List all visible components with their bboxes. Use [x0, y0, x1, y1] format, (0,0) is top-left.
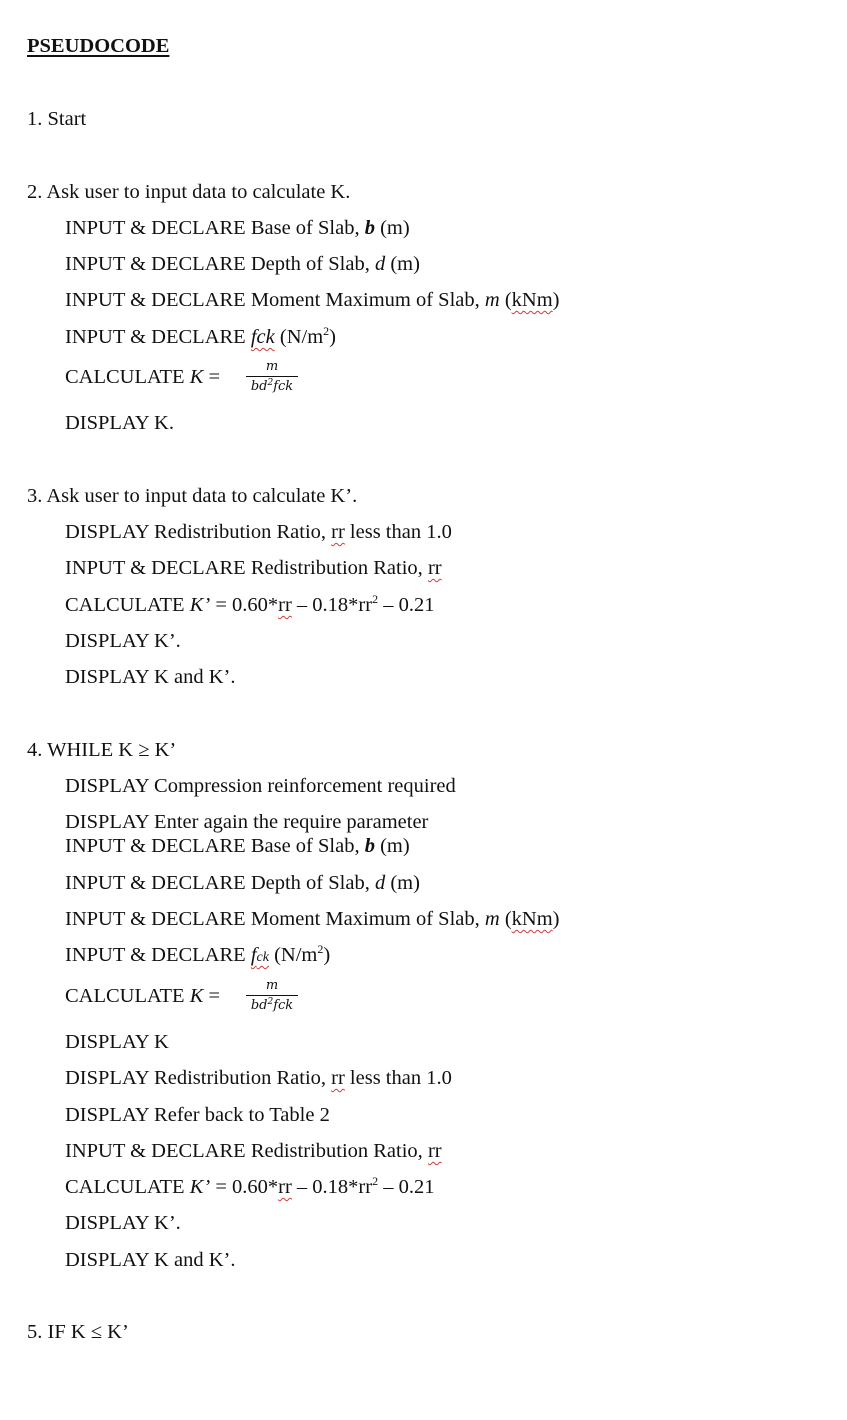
text: CALCULATE: [65, 594, 190, 616]
step-4-display-kprime: DISPLAY K’.: [65, 1212, 181, 1234]
variable-k: K: [189, 985, 204, 1007]
text: – 0.18*rr: [291, 1176, 373, 1198]
step-3-display-kprime: DISPLAY K’.: [65, 630, 181, 652]
variable-b: b: [364, 217, 375, 239]
step-2-input-fck: [65, 325, 336, 349]
unit: (m): [385, 872, 420, 894]
numerator: m: [265, 978, 279, 993]
text: INPUT & DECLARE Redistribution Ratio,: [65, 557, 428, 579]
text: DISPLAY Redistribution Ratio,: [65, 1067, 332, 1089]
paren: ): [552, 289, 560, 311]
step-4-display-both: DISPLAY K and K’.: [65, 1249, 236, 1271]
paren: (: [499, 908, 512, 930]
fraction-bar: [246, 376, 298, 377]
step-3-display-both: DISPLAY K and K’.: [65, 666, 236, 688]
variable-m: m: [484, 908, 500, 930]
text: CALCULATE: [65, 985, 190, 1007]
step-4-display-compression: DISPLAY Compression reinforcement required: [65, 775, 456, 797]
fck-ck: ck: [256, 950, 269, 965]
variable-m: m: [484, 289, 500, 311]
step-4-calculate-k: [65, 984, 220, 1008]
variable-rr: rr: [331, 1067, 345, 1089]
den-sup: 2: [267, 997, 274, 1007]
paren: ): [552, 908, 560, 930]
variable-rr: rr: [278, 1176, 292, 1198]
variable-rr: rr: [427, 557, 442, 579]
step-4-display-k: DISPLAY K: [65, 1031, 169, 1053]
page-title: PSEUDOCODE: [27, 35, 170, 57]
step-2-display-k: DISPLAY K.: [65, 412, 174, 434]
variable-rr: rr: [331, 521, 345, 543]
k-formula-fraction: [246, 359, 298, 395]
text: – 0.21: [378, 594, 435, 616]
denominator: [246, 379, 298, 395]
text: – 0.18*rr: [291, 594, 373, 616]
variable-rr: rr: [427, 1140, 442, 1162]
fraction-bar: [246, 995, 298, 996]
k-formula-fraction: [246, 978, 298, 1014]
variable-d: d: [374, 253, 386, 275]
equals: =: [203, 985, 221, 1007]
step-2-input-base: [65, 216, 410, 240]
step-5-heading: 5. IF K ≤ K’: [27, 1321, 129, 1343]
step-1-start: 1. Start: [27, 108, 87, 130]
numerator: m: [265, 359, 279, 374]
den-sup: 2: [267, 378, 274, 388]
text: – 0.21: [378, 1176, 435, 1198]
step-3-display-ratio: [65, 520, 452, 544]
text: INPUT & DECLARE Base of Slab,: [65, 835, 365, 857]
variable-d: d: [374, 872, 386, 894]
den-fck: fck: [273, 998, 294, 1013]
variable-fck: [251, 944, 269, 966]
step-4-input-depth: [65, 871, 420, 895]
text: CALCULATE: [65, 366, 190, 388]
text: less than 1.0: [344, 1067, 452, 1089]
paren: (: [499, 289, 512, 311]
unit: (m): [374, 835, 410, 857]
text: = 0.60*: [210, 594, 279, 616]
text: INPUT & DECLARE Moment Maximum of Slab,: [65, 908, 485, 930]
variable-k: K: [189, 366, 204, 388]
unit: (m): [374, 217, 410, 239]
step-2-input-moment: [65, 288, 559, 312]
unit: (N/m: [268, 944, 318, 966]
step-2-calculate-k: [65, 365, 220, 389]
step-4-input-ratio: [65, 1139, 442, 1163]
text: INPUT & DECLARE Depth of Slab,: [65, 253, 375, 275]
variable-kprime: K’: [189, 1176, 211, 1198]
text: INPUT & DECLARE Moment Maximum of Slab,: [65, 289, 485, 311]
unit-knm: kNm: [511, 289, 553, 311]
superscript: 2: [372, 1174, 379, 1188]
unit: (m): [385, 253, 420, 275]
fck-f: f: [250, 944, 257, 966]
step-4-display-refer: DISPLAY Refer back to Table 2: [65, 1104, 330, 1126]
variable-fck: fck: [250, 326, 275, 348]
text: INPUT & DECLARE Depth of Slab,: [65, 872, 375, 894]
text: INPUT & DECLARE: [65, 326, 251, 348]
step-3-input-ratio: [65, 556, 442, 580]
step-4-display-ratio: [65, 1066, 452, 1090]
text: = 0.60*: [210, 1176, 279, 1198]
text: less than 1.0: [344, 521, 452, 543]
variable-rr: rr: [278, 594, 292, 616]
text: INPUT & DECLARE Redistribution Ratio,: [65, 1140, 428, 1162]
step-4-input-base: [65, 834, 410, 858]
variable-b: b: [364, 835, 375, 857]
step-3-heading: 3. Ask user to input data to calculate K’.: [27, 485, 358, 507]
den-bd: bd: [250, 379, 268, 394]
superscript: 2: [372, 592, 379, 606]
step-2-heading: 2. Ask user to input data to calculate K.: [27, 181, 351, 203]
den-bd: bd: [250, 998, 268, 1013]
superscript: 2: [317, 942, 324, 956]
step-4-display-enter-again: DISPLAY Enter again the require parameter: [65, 811, 429, 833]
step-4-input-fck: [65, 943, 330, 970]
superscript: 2: [323, 324, 330, 338]
step-4-heading: 4. WHILE K ≥ K’: [27, 739, 177, 761]
equals: =: [203, 366, 221, 388]
unit-knm: kNm: [511, 908, 553, 930]
step-3-calculate-kprime: [65, 593, 434, 617]
text: INPUT & DECLARE: [65, 944, 251, 966]
step-4-calculate-kprime: [65, 1175, 434, 1199]
text: DISPLAY Redistribution Ratio,: [65, 521, 332, 543]
step-4-input-moment: [65, 907, 559, 931]
paren: ): [323, 944, 331, 966]
den-fck: fck: [273, 379, 294, 394]
paren: ): [329, 326, 336, 348]
step-2-input-depth: [65, 252, 420, 276]
text: INPUT & DECLARE Base of Slab,: [65, 217, 365, 239]
text: CALCULATE: [65, 1176, 190, 1198]
variable-kprime: K’: [189, 594, 211, 616]
unit: (N/m: [274, 326, 324, 348]
denominator: [246, 998, 298, 1014]
